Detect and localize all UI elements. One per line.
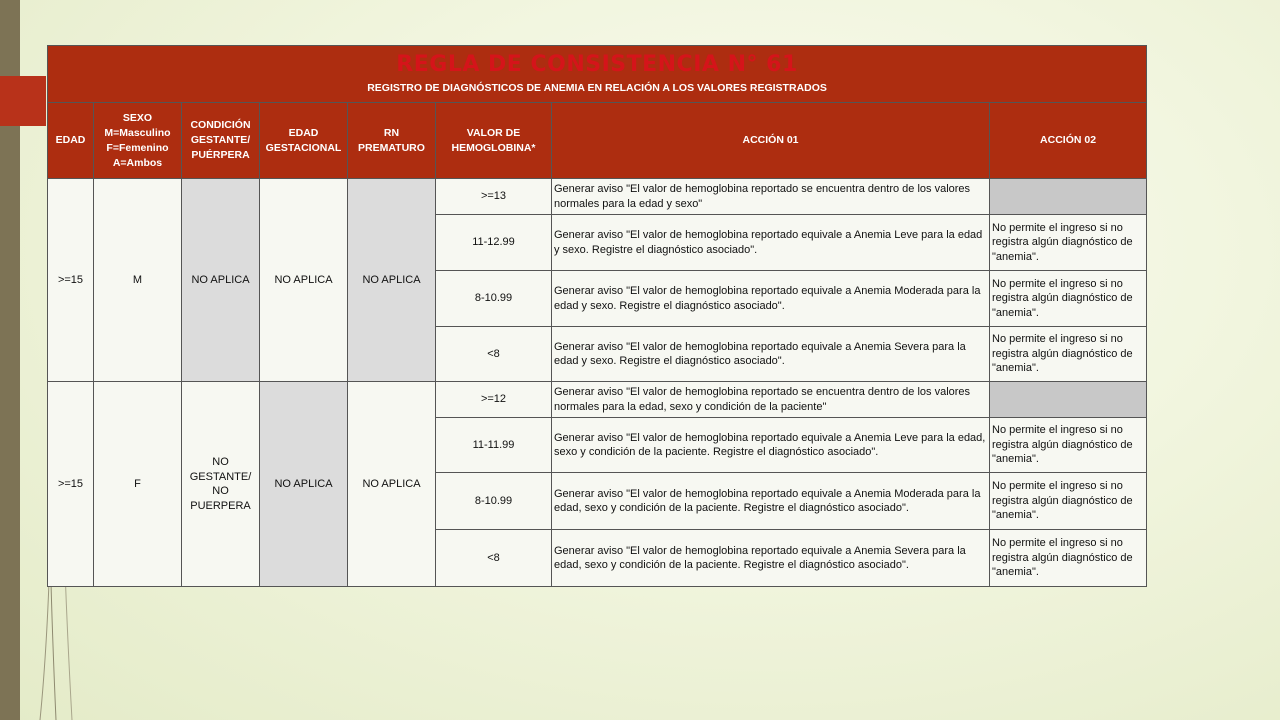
cell-valor: >=12 (436, 382, 552, 418)
cell-accion-01: Generar aviso "El valor de hemoglobina reportado equivale a Anemia Moderada para la edad y sexo. Registre el diagnóstico asociado". (552, 271, 990, 327)
page-title: REGLA DE CONSISTENCIA N° 61 (396, 52, 798, 77)
cell-accion-02: No permite el ingreso si no registra algún diagnóstico de "anemia". (990, 271, 1147, 327)
cell-accion-02: No permite el ingreso si no registra algún diagnóstico de "anemia". (990, 327, 1147, 382)
cell-accion-01: Generar aviso "El valor de hemoglobina reportado se encuentra dentro de los valores normales para la edad, sexo y condición de la paciente" (552, 382, 990, 418)
cell-condicion: NO GESTANTE/ NO PUERPERA (182, 382, 260, 587)
cell-valor: 8-10.99 (436, 473, 552, 530)
header-sexo: SEXO M=Masculino F=Femenino A=Ambos (94, 103, 182, 179)
cell-accion-02: No permite el ingreso si no registra algún diagnóstico de "anemia". (990, 418, 1147, 473)
cell-edad: >=15 (48, 382, 94, 587)
title-cell (48, 46, 1147, 103)
header-edad: EDAD (48, 103, 94, 179)
cell-accion-02: No permite el ingreso si no registra algún diagnóstico de "anemia". (990, 530, 1147, 587)
header-row (48, 103, 1147, 179)
cell-accion-02: No permite el ingreso si no registra algún diagnóstico de "anemia". (990, 473, 1147, 530)
cell-rn-prematuro: NO APLICA (348, 179, 436, 382)
red-accent-tab (0, 76, 46, 126)
header-edad-gestacional: EDAD GESTACIONAL (260, 103, 348, 179)
cell-accion-02 (990, 382, 1147, 418)
cell-valor: 11-12.99 (436, 215, 552, 271)
header-condicion: CONDICIÓN GESTANTE/ PUÉRPERA (182, 103, 260, 179)
cell-valor: <8 (436, 327, 552, 382)
cell-accion-01: Generar aviso "El valor de hemoglobina reportado equivale a Anemia Leve para la edad, sexo y condición de la paciente. Registre el diagnóstico asociado". (552, 418, 990, 473)
cell-accion-02: No permite el ingreso si no registra algún diagnóstico de "anemia". (990, 215, 1147, 271)
cell-sexo: M (94, 179, 182, 382)
cell-rn-prematuro: NO APLICA (348, 382, 436, 587)
cell-valor: >=13 (436, 179, 552, 215)
cell-edad: >=15 (48, 179, 94, 382)
cell-accion-01: Generar aviso "El valor de hemoglobina reportado equivale a Anemia Severa para la edad, sexo y condición de la paciente. Registre el diagnóstico asociado". (552, 530, 990, 587)
header-accion-01: ACCIÓN 01 (552, 103, 990, 179)
cell-condicion: NO APLICA (182, 179, 260, 382)
cell-accion-01: Generar aviso "El valor de hemoglobina reportado equivale a Anemia Moderada para la edad, sexo y condición de la paciente. Registre el diagnóstico asociado". (552, 473, 990, 530)
cell-valor: 8-10.99 (436, 271, 552, 327)
consistency-rule-table-container (47, 45, 1146, 587)
table-row (48, 179, 1147, 215)
cell-valor: <8 (436, 530, 552, 587)
cell-accion-02 (990, 179, 1147, 215)
title-row (48, 46, 1147, 103)
cell-valor: 11-11.99 (436, 418, 552, 473)
cell-edad-gestacional: NO APLICA (260, 382, 348, 587)
header-rn-prematuro: RN PREMATURO (348, 103, 436, 179)
cell-accion-01: Generar aviso "El valor de hemoglobina reportado se encuentra dentro de los valores normales para la edad y sexo" (552, 179, 990, 215)
consistency-rule-table (47, 45, 1147, 587)
header-valor-hemoglobina: VALOR DE HEMOGLOBINA* (436, 103, 552, 179)
cell-accion-01: Generar aviso "El valor de hemoglobina reportado equivale a Anemia Severa para la edad y sexo. Registre el diagnóstico asociado". (552, 327, 990, 382)
table-row (48, 382, 1147, 418)
cell-edad-gestacional: NO APLICA (260, 179, 348, 382)
cell-sexo: F (94, 382, 182, 587)
page-subtitle: REGISTRO DE DIAGNÓSTICOS DE ANEMIA EN RELACIÓN A LOS VALORES REGISTRADOS (367, 82, 827, 94)
header-accion-02: ACCIÓN 02 (990, 103, 1147, 179)
cell-accion-01: Generar aviso "El valor de hemoglobina reportado equivale a Anemia Leve para la edad y sexo. Registre el diagnóstico asociado". (552, 215, 990, 271)
